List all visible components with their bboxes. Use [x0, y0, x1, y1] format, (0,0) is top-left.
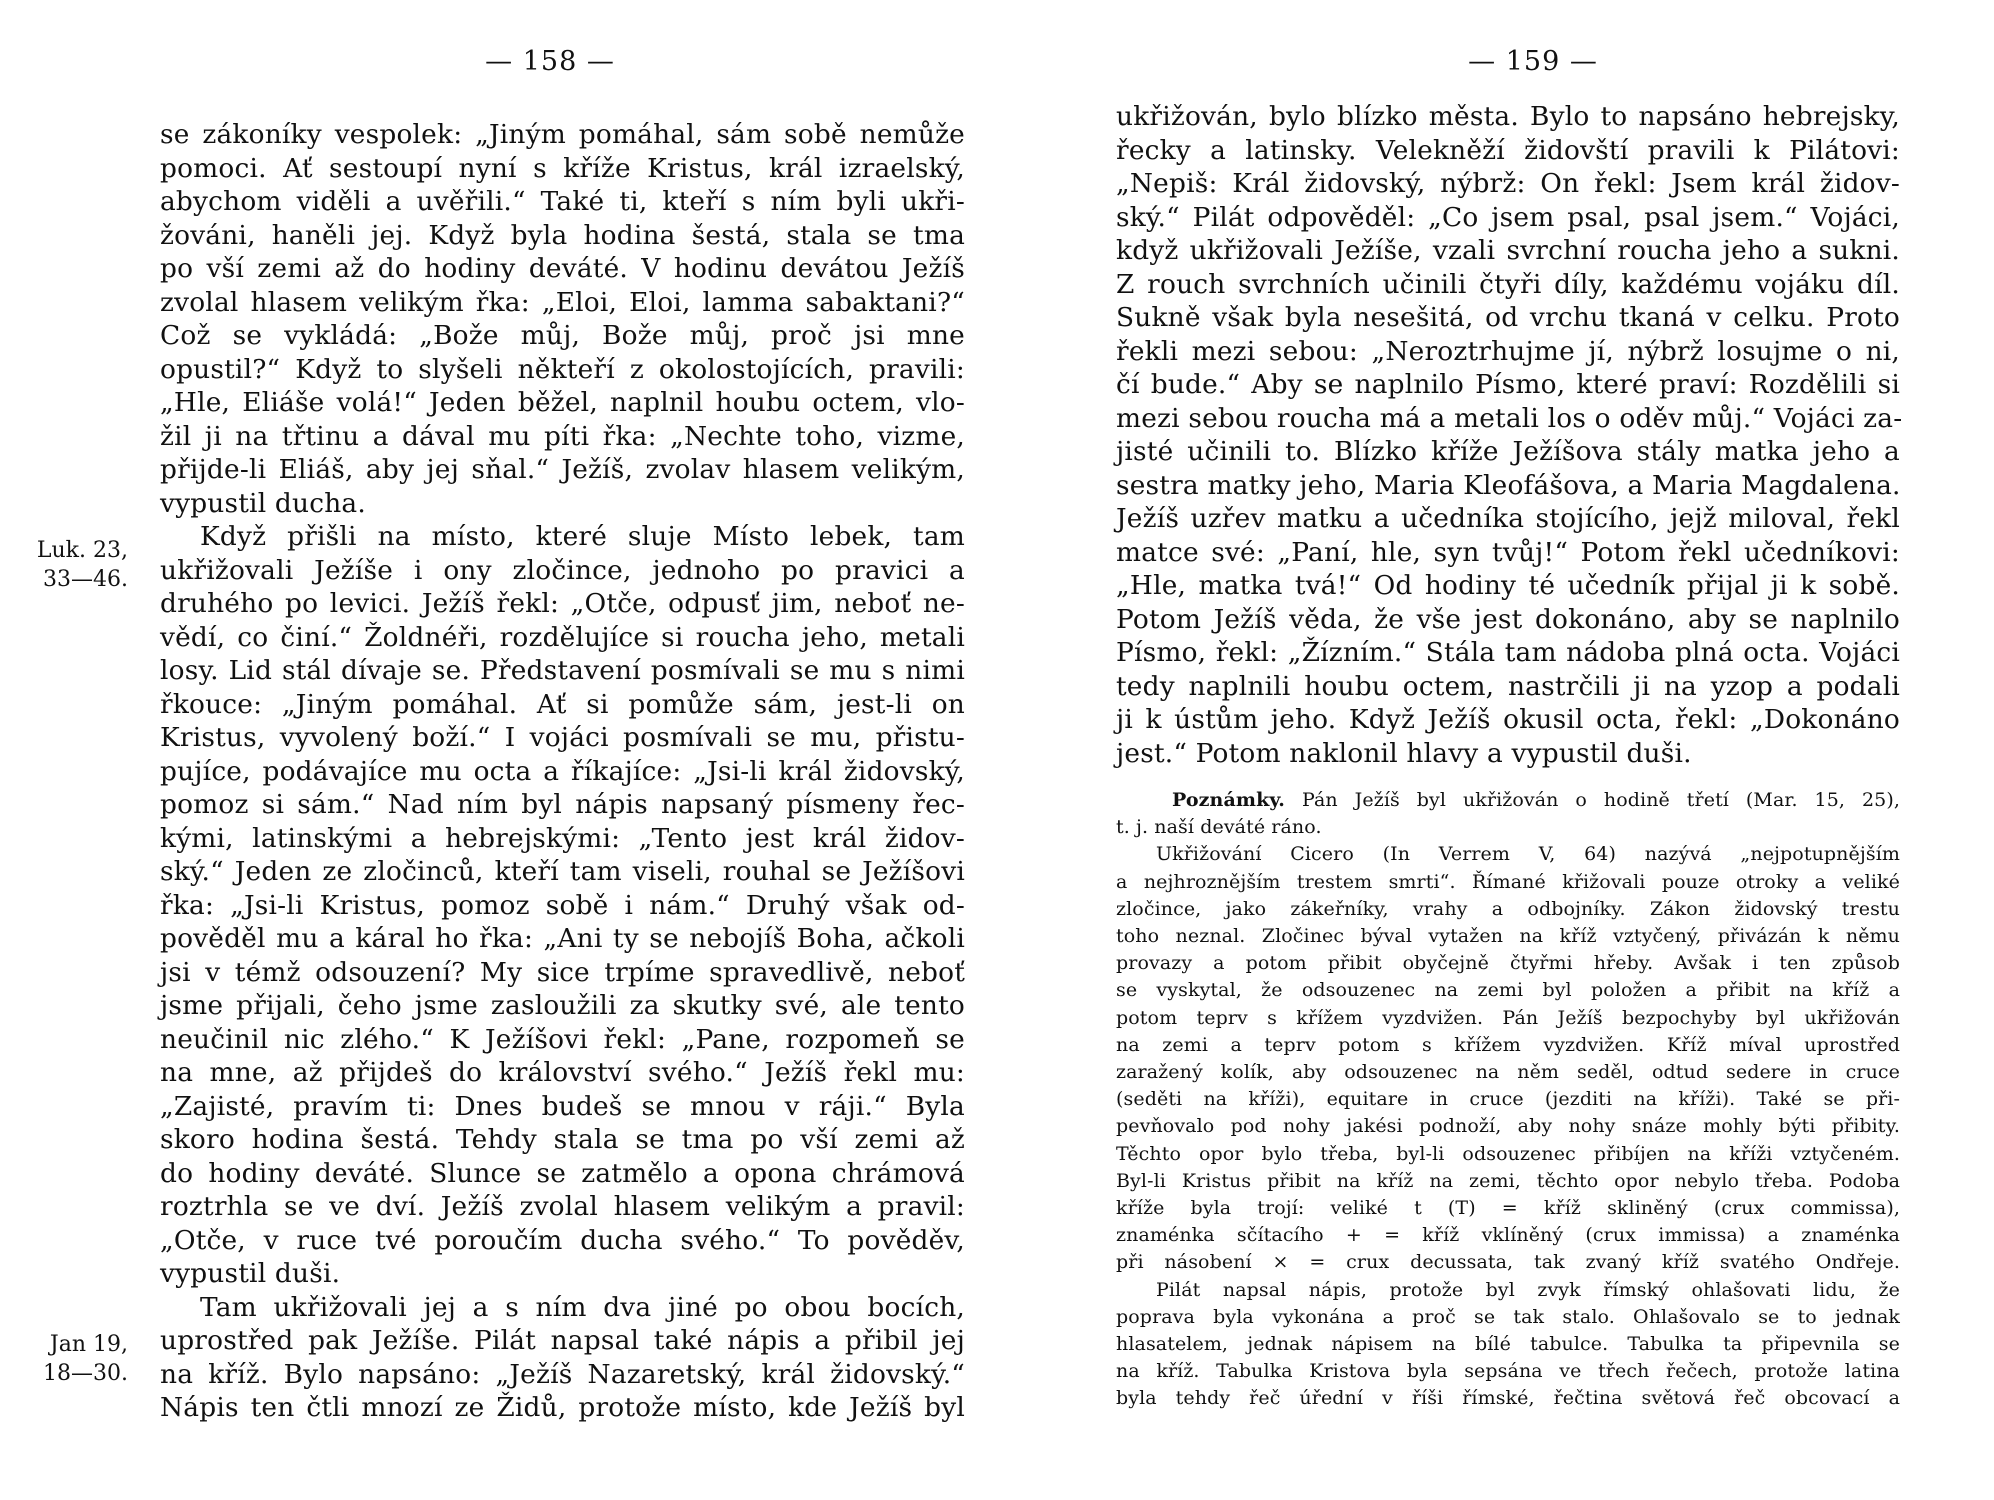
text-line: žil ji na třtinu a dával mu píti řka: „Nechte toho, vizme,: [160, 420, 965, 452]
text-line: „Hle, Eliáše volá!“ Jeden běžel, naplnil houbu octem, vlo-: [160, 387, 965, 418]
text-line: ukřižovali Ježíše i ony zločince, jednoho po pravici a: [160, 554, 965, 586]
text-line: jsme přijali, čeho jsme zasloužili za skutky své, ale tento: [160, 990, 965, 1021]
text-line: vědí, co činí.“ Žoldnéři, rozdělujíce si roucha jeho, metali: [160, 621, 965, 653]
text-line: ský.“ Jeden ze zločinců, kteří tam viseli, rouhal se Ježíšovi: [160, 856, 965, 887]
note-line: zločince, jako zákeřníky, vrahy a odbojníky. Zákon židovský trestu: [1116, 897, 1900, 920]
text-line: do hodiny deváté. Slunce se zatmělo a opona chrámová: [160, 1157, 965, 1189]
text-line: Z rouch svrchních učinili čtyři díly, každému vojáku díl.: [1116, 268, 1900, 300]
text-line: kými, latinskými a hebrejskými: „Tento jest král židov-: [160, 822, 965, 854]
notes-heading: Poznámky.: [1172, 789, 1286, 811]
text-line: pověděl mu a káral ho řka: „Ani ty se nebojíš Boha, ačkoli: [160, 923, 965, 954]
margin-ref-line: 33—46.: [43, 567, 128, 592]
text-line: skoro hodina šestá. Tehdy stala se tma po vší zemi až: [160, 1124, 965, 1155]
right-page-body: [1116, 100, 1903, 770]
note-line: Těchto opor bylo třeba, byl-li odsouzenec přibíjen na kříži vztyčeném.: [1116, 1142, 1900, 1165]
note-line: Byl-li Kristus přibit na kříž na zemi, těchto opor nebylo třeba. Podoba: [1116, 1169, 1900, 1192]
note-line: toho neznal. Zločinec býval vytažen na kříž vztyčený, přivázán k němu: [1116, 925, 1900, 948]
text-line: jisté učinili to. Blízko kříže Ježíšova stály matka jeho a: [1116, 436, 1900, 467]
text-line: pomoci. Ať sestoupí nyní s kříže Kristus, král izraelský,: [160, 152, 965, 184]
left-page-body: [160, 118, 965, 1425]
text-line: ji k ústům jeho. Když Ježíš okusil octa, řekl: „Dokonáno: [1116, 704, 1900, 735]
note-line: kříže byla trojí: veliké t (T) = kříž skliněný (crux commissa),: [1116, 1197, 1900, 1220]
text-line: na kříž. Bylo napsáno: „Ježíš Nazaretský, král židovský.“: [160, 1358, 965, 1390]
text-line: „Otče, v ruce tvé poroučím ducha svého.“ To pověděv,: [160, 1224, 965, 1256]
page-number-left: — 158 —: [485, 46, 615, 77]
margin-ref-line: 18—30.: [43, 1361, 128, 1386]
note-line: provazy a potom přibit obyčejně čtyřmi hřeby. Avšak i ten způsob: [1116, 952, 1900, 975]
text-line: uprostřed pak Ježíše. Pilát napsal také nápis a přibil jej: [160, 1325, 965, 1356]
note-line: se vyskytal, že odsouzenec na zemi byl položen a přibit na kříž a: [1116, 979, 1900, 1002]
text-line: Nápis ten čtli mnozí ze Židů, protože místo, kde Ježíš byl: [160, 1392, 965, 1423]
text-line: zvolal hlasem velikým řka: „Eloi, Eloi, lamma sabaktani?“: [160, 286, 965, 318]
text-line: po vší zemi až do hodiny deváté. V hodinu devátou Ježíš: [160, 253, 965, 284]
text-line: žováni, haněli jej. Když byla hodina šestá, stala se tma: [160, 219, 965, 251]
text-line: matce své: „Paní, hle, syn tvůj!“ Potom řekl učedníkovi:: [1116, 536, 1900, 568]
note-line: poprava byla vykonána a proč se tak stalo. Ohlašovalo se to jednak: [1116, 1305, 1900, 1328]
note-line: Pilát napsal nápis, protože byl zvyk římský ohlašovati lidu, že: [1156, 1278, 1900, 1301]
text-line: „Nepiš: Král židovský, nýbrž: On řekl: Jsem král židov-: [1116, 168, 1900, 199]
text-line: řekli mezi sebou: „Neroztrhujme jí, nýbrž losujme o ni,: [1116, 335, 1900, 367]
text-line: Kristus, vyvolený boží.“ I vojáci posmívali se mu, přistu-: [160, 722, 965, 753]
note-line: na zemi a teprv potom s křížem vyzdvižen. Kříž míval uprostřed: [1116, 1033, 1900, 1056]
note-line: Ukřižování Cicero (In Verrem V, 64) nazývá „nejpotupnějším: [1156, 843, 1900, 866]
text-line: řecky a latinsky. Velekněží židovští pravili k Pilátovi:: [1116, 134, 1900, 166]
note-line: hlasatelem, jednak nápisem na bílé tabulce. Tabulka ta připevnila se: [1116, 1333, 1900, 1356]
note-line: t. j. naší deváté ráno.: [1116, 816, 1322, 839]
text-line: řka: „Jsi-li Kristus, pomoz sobě i nám.“ Druhý však od-: [160, 889, 965, 921]
text-line: jest.“ Potom naklonil hlavy a vypustil duši.: [1116, 737, 1692, 769]
text-line: tedy naplnili houbu octem, nastrčili ji na yzop a podali: [1116, 670, 1900, 702]
text-line: přijde-li Eliáš, aby jej sňal.“ Ježíš, zvolav hlasem velikým,: [160, 454, 965, 485]
text-line: Písmo, řekl: „Žízním.“ Stála tam nádoba plná octa. Vojáci: [1116, 637, 1900, 668]
note-line: byla tehdy řeč úřední v říši římské, řečtina světová řeč obcovací a: [1116, 1387, 1900, 1410]
text-line: Potom Ježíš věda, že vše jest dokonáno, aby se naplnilo: [1116, 603, 1900, 635]
text-line: losy. Lid stál dívaje se. Představení posmívali se mu s nimi: [160, 655, 965, 686]
note-line: znaménka sčítacího + = kříž vklíněný (crux immissa) a znaménka: [1116, 1224, 1900, 1247]
notes-first-line-text: Pán Ježíš byl ukřižován o hodině třetí (Mar. 15, 25),: [1301, 789, 1901, 811]
note-line: na kříž. Tabulka Kristova byla sepsána ve třech řečech, protože latina: [1116, 1360, 1900, 1383]
note-line: pevňovalo pod nohy jakési podnoží, aby nohy snáze mohly býti přibity.: [1116, 1115, 1900, 1138]
margin-reference-luke: [28, 536, 128, 594]
text-line: abychom viděli a uvěřili.“ Také ti, kteří s ním byli ukři-: [160, 186, 965, 217]
text-line: Ježíš uzřev matku a učedníka stojícího, jejž miloval, řekl: [1116, 503, 1900, 534]
text-line: roztrhla se ve dví. Ježíš zvolal hlasem velikým a pravil:: [160, 1191, 965, 1222]
note-line: při násobení × = crux decussata, tak zvaný kříž svatého Ondřeje.: [1116, 1251, 1900, 1274]
text-line: druhého po levici. Ježíš řekl: „Otče, odpusť jim, neboť ne-: [160, 588, 965, 619]
note-line: (seděti na kříži), equitare in cruce (jezditi na kříži). Také se při-: [1116, 1088, 1900, 1111]
text-line: pujíce, podávajíce mu octa a říkajíce: „Jsi-li král židovský,: [160, 755, 965, 787]
text-line: Sukně však byla nesešitá, od vrchu tkaná v celku. Proto: [1116, 302, 1900, 333]
text-line: jsi v témž odsouzení? My sice trpíme spravedlivě, neboť: [160, 956, 965, 988]
note-line: zaražený kolík, aby odsouzenec na něm seděl, odtud sedere in cruce: [1116, 1061, 1900, 1084]
notes-first-line: [1116, 787, 1900, 814]
text-line: když ukřižovali Ježíše, vzali svrchní roucha jeho a sukni.: [1116, 235, 1900, 266]
text-line: vypustil ducha.: [160, 487, 366, 519]
text-line: Když přišli na místo, které sluje Místo lebek, tam: [200, 521, 965, 552]
text-line: řkouce: „Jiným pomáhal. Ať si pomůže sám, jest-li on: [160, 688, 965, 720]
text-line: čí bude.“ Aby se naplnilo Písmo, které praví: Rozdělili si: [1116, 369, 1900, 400]
text-line: pomoz si sám.“ Nad ním byl nápis napsaný písmeny řec-: [160, 789, 965, 820]
note-line: a nejhroznějším trestem smrti“. Římané křižovali pouze otroky a veliké: [1116, 870, 1900, 893]
text-line: ukřižován, bylo blízko města. Bylo to napsáno hebrejsky,: [1116, 101, 1900, 132]
text-line: Což se vykládá: „Bože můj, Bože můj, proč jsi mne: [160, 320, 965, 351]
text-line: opustil?“ Když to slyšeli někteří z okolostojících, pravili:: [160, 353, 965, 385]
notes-section: [1116, 787, 1900, 1413]
text-line: na mne, až přijdeš do království svého.“ Ježíš řekl mu:: [160, 1057, 965, 1088]
text-line: se zákoníky vespolek: „Jiným pomáhal, sám sobě nemůže: [160, 119, 965, 150]
text-line: vypustil duši.: [160, 1258, 341, 1289]
page-number-right: — 159 —: [1468, 46, 1598, 77]
note-line: potom teprv s křížem vyzdvižen. Pán Ježíš bezpochyby byl ukřižován: [1116, 1006, 1900, 1029]
text-line: „Zajisté, pravím ti: Dnes budeš se mnou v ráji.“ Byla: [160, 1090, 965, 1122]
text-line: mezi sebou roucha má a metali los o oděv můj.“ Vojáci za-: [1116, 402, 1903, 434]
text-line: neučinil nic zlého.“ K Ježíšovi řekl: „Pane, rozpomeň se: [160, 1023, 965, 1055]
text-line: „Hle, matka tvá!“ Od hodiny té učedník přijal ji k sobě.: [1116, 570, 1900, 601]
margin-reference-john: [28, 1330, 128, 1388]
margin-ref-line: Jan 19,: [49, 1332, 128, 1357]
margin-ref-line: Luk. 23,: [36, 538, 128, 563]
text-line: sestra matky jeho, Maria Kleofášova, a Maria Magdalena.: [1116, 469, 1901, 501]
text-line: ský.“ Pilát odpověděl: „Co jsem psal, psal jsem.“ Vojáci,: [1116, 201, 1900, 233]
text-line: Tam ukřižovali jej a s ním dva jiné po obou bocích,: [200, 1291, 965, 1323]
